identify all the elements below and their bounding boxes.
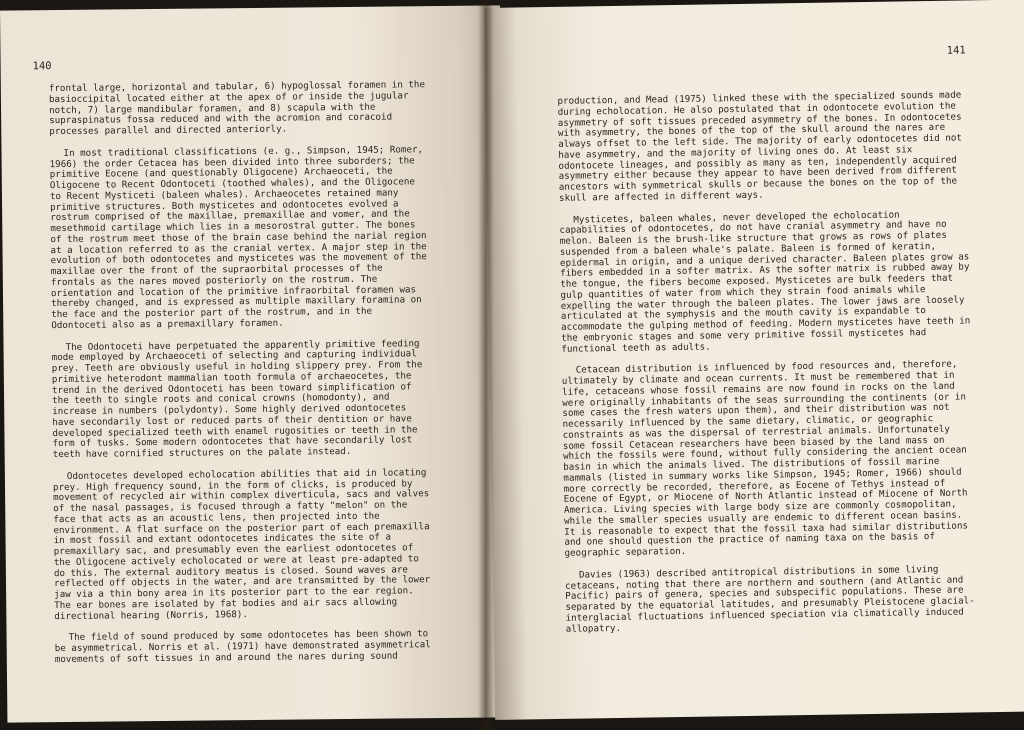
paragraph: In most traditional classifications (e. g., Simpson, 1945; Romer, 1966) the order Cetacea has been divided into three suborders; the primitive Eocene (and questionably Oligocene) Archaeoceti, the Oligocene to Recent Odontoceti (toothed whales), and the Oligocene to Recent Mysticeti (baleen whales). Archaeocetes retained many primitive structures. Both mysticetes and odontocetes evolved a rostrum comprised of the maxillae, premaxillae and vomer, and the mesethmoid cartilage which lies in a mesorostral gutter. The bones of the rostrum meet those of the brain case behind the narial region at a location referred to as the cranial vertex. A major step in the evolution of both odontocetes and mysticetes was the movement of the maxillae over the front of the supraorbital processes of the frontals as the nares moved posteriorly on the rostrum. The orientation and location of the primitive infraorbital foramen was thereby changed, and is expressed as multiple maxillary foramina on the face and the posterior part of the rostrum, and in the Odontoceti also as a premaxillary foramen. [49,143,427,331]
left-page [0,5,507,722]
page-body [49,80,435,676]
paragraph: The Odontoceti have perpetuated the apparently primitive feeding mode employed by Archaeoceti of selecting and capturing individual prey. Teeth are obviously useful in holding slippery prey. From the primitive heterodont mammalian tooth formula of archaeocetes, the trend in the derived Odontoceti has been toward simplification of the teeth to single roots and conical crowns (homodonty), and increase in numbers (polydonty). Some highly derived odontocetes have secondarily lost or reduced parts of their dentition or have developed specialized teeth with enamel rugosities or teeth in the form of tusks. Some modern odontocetes that have secondarily lost teeth have cornified structures on the palate instead. [51,337,423,461]
paragraph: production, and Mead (1975) linked these with the specialized sounds made during echolocation. He also postulated that in odontocete evolution the asymmetry of soft tissues preceded asymmetry of the bones. In odontocetes with asymmetry, the bones of the top of the skull around the nares are always offset to the left side. The majority of early odontocetes did not have asymmetry, and the majority of living ones do. At least six odontocete lineages, and possibly as many as ten, independently acquired asymmetry either because they appear to have been derived from different ancestors with symmetrical skulls or because the bones on the top of the skull are affected in different ways. [557,89,962,204]
paragraph: The field of sound produced by some odontocetes has been shown to be asymmetrical. Norris et al. (1971) have demonstrated asymmetrical movements of soft tissues in and around the nares during sound [54,628,431,665]
right-page [484,0,1024,720]
paragraph: frontal large, horizontal and tabular, 6) hypoglossal foramen in the basioccipital located either at the apex of or inside the jugular notch, 7) large mandibular foramen, and 8) scapula with the supraspinatus fossa reduced and with the acromion and coracoid processes parallel and directed anteriorly. [48,79,426,138]
paragraph: Mysticetes, baleen whales, never developed the echolocation capabilities of odontocetes, do not have cranial asymmetry and have no melon. Baleen is the brush-like structure that grows as rows of plates suspended from a baleen whale's palate. Baleen is formed of keratin, epidermal in origin, and a unique derived character. Baleen plates grow as fibers embedded in a softer matrix. As the softer matrix is rubbed away by the tongue, the fibers become exposed. Mysticetes are bulk feeders that gulp quantities of water from which they strain food animals while expelling the water through the baleen plates. The lower jaws are loosely articulated at the symphysis and the mouth cavity is expandable to accommodate the gulping method of feeding. Modern mysticetes have teeth in the embryonic stages and some very primitive fossil mysticetes had functional teeth as adults. [559,208,971,355]
book-gutter [478,0,494,730]
paragraph: Davies (1963) described antitropical distributions in some living cetaceans, noting that there are northern and southern (and Atlantic and Pacific) pairs of genera, species and subspecific populations. These are separated by the equatorial latitudes, and presumably Pleistocene glacial-interglacial fluctuations influenced speciation via climatically induced allopatry. [564,563,975,635]
page-number: 140 [32,60,52,73]
page-number: 141 [946,44,966,57]
paragraph: Odontocetes developed echolocation abilities that aid in locating prey. High frequency sound, in the form of clicks, is produced by movement of recycled air within complex diverticula, sacs and valves of the nasal passages, is focused through a fatty "melon" on the face that acts as an acoustic lens, then projected into the environment. A flat surface on the posterior part of each premaxilla in most fossil and extant odontocetes indicates the site of a premaxillary sac, and presumably even the earliest odontocetes of the Oligocene actively echolocated or were at least pre-adapted to do this. The external auditory meatus is closed. Sound waves are reflected off objects in the water, and are transmitted by the lower jaw via a thin bony area in its posterior part to the ear region. The ear bones are isolated by fat bodies and air sacs allowing directional hearing (Norris, 1968). [52,466,431,622]
paragraph: Cetacean distribution is influenced by food resources and, therefore, ultimately by climate and ocean currents. It must be remembered that in life, cetaceans whose fossil remains are now found in rocks on the land were originally inhabitants of the seas surrounding the continents (or in some cases the fresh waters upon them), and their distribution was not necessarily influenced by the same dietary, climatic, or geographic constraints as was the dispersal of terrestrial animals. Unfortunately some fossil Cetacean researchers have been biased by the land mass on which the fossils were found, without fully considering the ancient ocean basin in which the animals lived. The distributions of fossil marine mammals (listed in summary works like Simpson, 1945; Romer, 1966) should more correctly be recorded, therefore, as Eocene of Tethys instead of Eocene of Egypt, or Miocene of North Atlantic instead of Miocene of North America. Living species with large body size are commonly cosmopolitan, while the smaller species usually are endemic to different ocean basins. It is reasonable to expect that the fossil taxa had similar distributions and one should question the practice of naming taxa on the basis of geographic separation. [561,358,969,559]
page-body [557,90,976,646]
